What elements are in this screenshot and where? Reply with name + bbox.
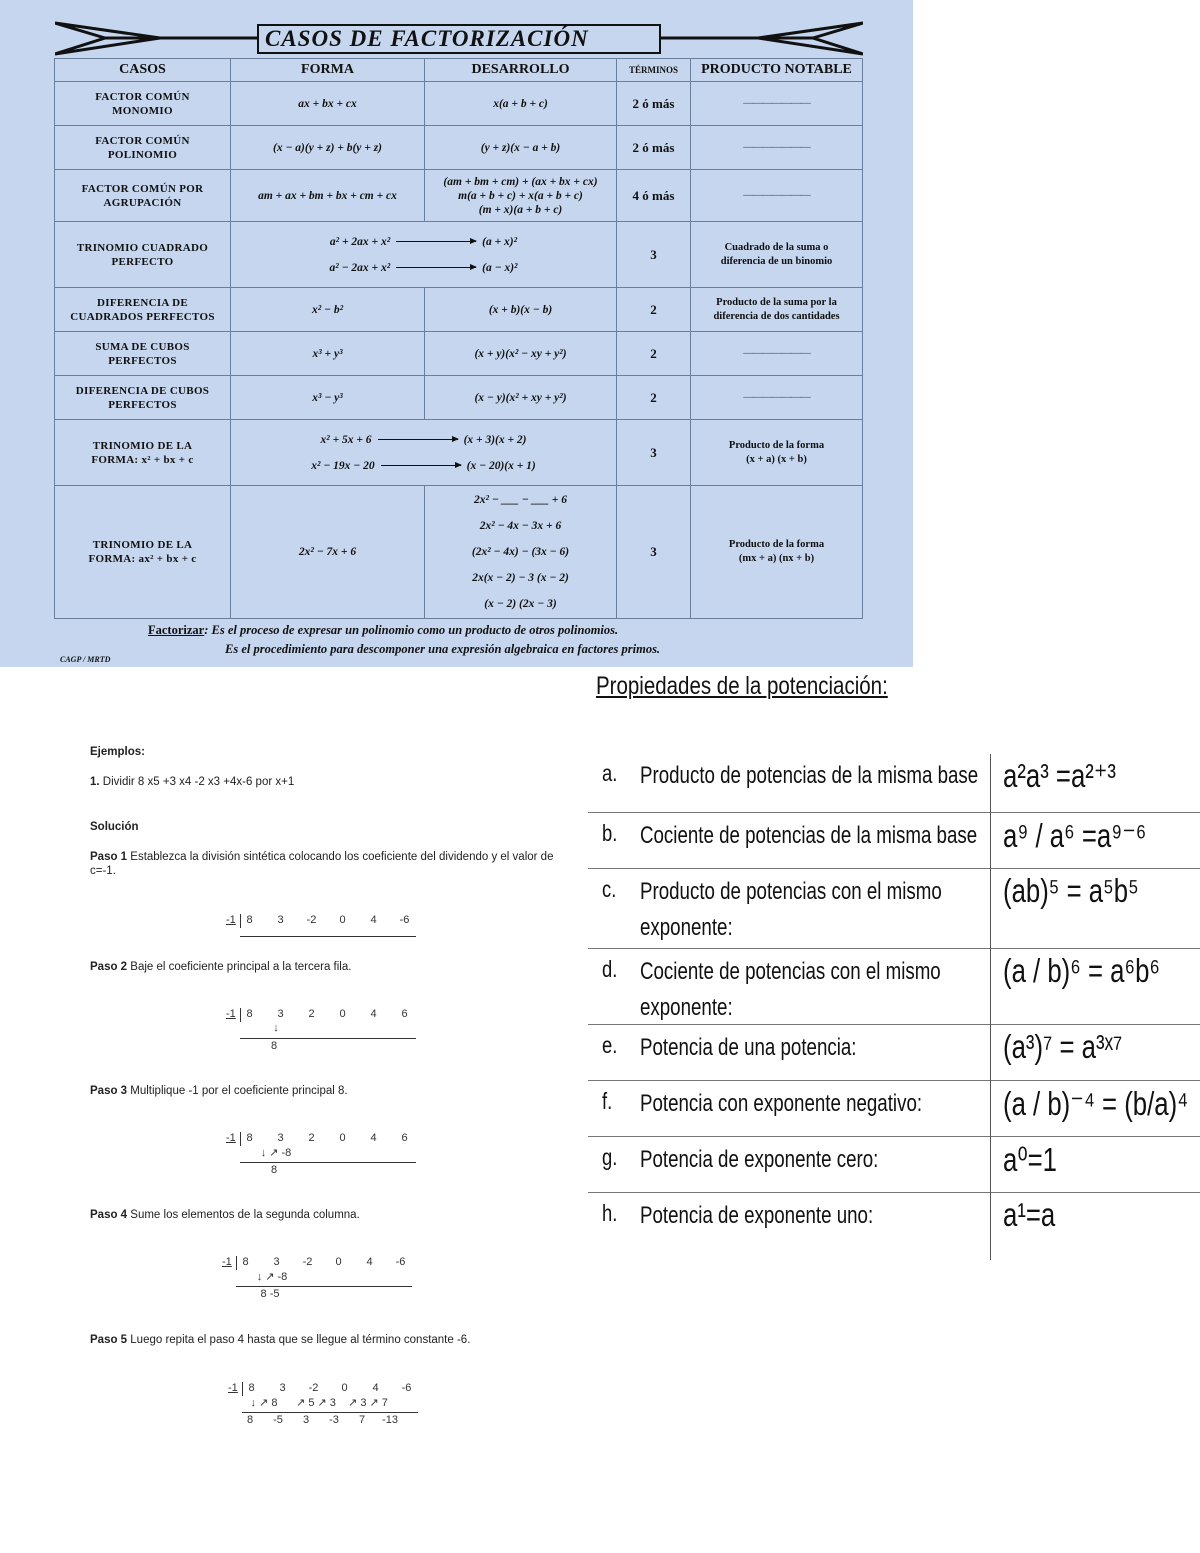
desarrollo-expression: (x + 3)(x + 2) [463, 433, 527, 446]
author-credit: CAGP / MRTD [60, 655, 111, 664]
problem-number: 1. [90, 776, 100, 788]
coefficient: -2 [302, 1256, 313, 1268]
forma-to-desarrollo [234, 229, 613, 255]
forma-cell [231, 376, 425, 420]
property-formula: a⁰=1 [1003, 1141, 1057, 1178]
result-row [236, 1414, 404, 1426]
forma-expression: a² − 2ax + x² [329, 261, 391, 274]
terminos-cell: 2 [617, 376, 691, 420]
caso-cell-line: DIFERENCIA DE CUBOS [75, 384, 210, 397]
forma-cell-line: x³ + y³ [312, 347, 343, 360]
desarrollo-expression: (a + x)² [482, 235, 518, 248]
producto-notable-cell [691, 486, 863, 619]
products-row [238, 1396, 394, 1409]
potenciacion-title: Propiedades de la potenciación: [596, 672, 888, 700]
step-3 [90, 1085, 348, 1097]
property-row [588, 1192, 1200, 1252]
forma-cell [231, 126, 425, 170]
property-description [640, 954, 941, 1026]
sum-line [240, 1038, 416, 1039]
table-row [55, 222, 863, 288]
coefficient: 8 [246, 1132, 253, 1144]
property-description [640, 758, 979, 794]
coefficient: 3 [302, 1414, 310, 1426]
producto-notable-cell [691, 376, 863, 420]
step-text: Baje el coeficiente principal a la tercera fila. [127, 961, 352, 973]
dividend-coefficients-row [236, 1382, 422, 1394]
dividend-coefficients-row [230, 1256, 416, 1268]
property-letter: g. [602, 1144, 618, 1170]
property-letter: c. [602, 876, 617, 902]
desarrollo-cell [425, 82, 617, 126]
producto-notable-cell [691, 332, 863, 376]
forma-desarrollo-cell [231, 420, 617, 486]
property-row [588, 752, 1200, 813]
coefficient: 8 [270, 1164, 278, 1176]
property-letter: e. [602, 1032, 618, 1058]
forma-cell-line: x² − b² [311, 303, 344, 316]
coefficient: 7 [358, 1414, 366, 1426]
desarrollo-cell-line: 2x(x − 2) − 3 (x − 2) [472, 572, 569, 584]
factorization-title: CASOS DE FACTORIZACIÓN [257, 24, 661, 54]
step-text: Establezca la división sintética colocando los coeficiente del dividendo y el valor de c=-1. [90, 851, 554, 877]
desarrollo-cell-line: (x − 2) (2x − 3) [484, 598, 557, 610]
property-description [640, 818, 978, 854]
table-divider [990, 754, 991, 1260]
coefficient: 8 [246, 1414, 254, 1426]
header-terminos: TÉRMINOS [617, 59, 691, 82]
desarrollo-cell-line: (am + bm + cm) + (ax + bx + cx) [443, 175, 598, 188]
caso-cell [55, 486, 231, 619]
factorization-table [54, 58, 863, 619]
coefficient: 3 [277, 914, 284, 926]
producto-notable-cell-line: ——————— [743, 347, 810, 359]
forma-to-desarrollo [234, 255, 613, 281]
property-description [640, 1086, 929, 1122]
property-formula: (ab)⁵ = a⁵b⁵ [1003, 872, 1139, 909]
coefficient: -2 [308, 1382, 319, 1394]
desarrollo-cell-line: m(a + b + c) + x(a + b + c) [458, 189, 583, 202]
dividend-coefficients-row [234, 914, 420, 926]
caso-cell [55, 126, 231, 170]
divisor-value: -1 [226, 1008, 236, 1020]
synthetic-division-table [226, 1132, 426, 1192]
coefficient: 0 [341, 1382, 348, 1394]
property-formula: (a / b)⁻⁴ = (b/a)⁴ [1003, 1085, 1189, 1122]
divisor-value: -1 [226, 914, 236, 926]
producto-notable-cell-line: ——————— [743, 141, 810, 153]
producto-notable-cell-line: Producto de la forma [728, 539, 825, 550]
divisor-value: -1 [226, 1132, 236, 1144]
desarrollo-cell-line: (y + z)(x − a + b) [480, 141, 561, 154]
description-line: Cociente de potencias con el mismo [640, 958, 941, 985]
caso-cell-line: DIFERENCIA DE [97, 296, 188, 309]
step-label: Paso 4 [90, 1209, 128, 1221]
coefficient: 4 [370, 1008, 377, 1020]
factorizar-definition [148, 621, 888, 659]
property-formula: a⁹ / a⁶ =a⁹⁻⁶ [1003, 817, 1147, 854]
step-label: Paso 5 [90, 1334, 128, 1346]
coefficient: -13 [382, 1414, 398, 1426]
desarrollo-cell [425, 170, 617, 222]
property-formula: a²a³ =a²⁺³ [1003, 757, 1117, 794]
producto-notable-cell-line: Cuadrado de la suma o [724, 241, 829, 253]
terminos-cell: 3 [617, 222, 691, 288]
step-label: Paso 2 [90, 961, 128, 973]
coefficient: 3 [277, 1008, 284, 1020]
desarrollo-cell [425, 126, 617, 170]
desarrollo-cell [425, 376, 617, 420]
coefficient: 4 [370, 1132, 377, 1144]
coefficient: ↗ 5 ↗ 3 [296, 1397, 336, 1409]
desarrollo-cell-line: (2x² − 4x) − (3x − 6) [471, 546, 570, 558]
description-line: Cociente de potencias de la misma base [640, 822, 978, 849]
coefficient: 0 [339, 1132, 346, 1144]
caso-cell-line: FACTOR COMÚN [95, 134, 190, 147]
table-row [55, 126, 863, 170]
divisor-value: -1 [228, 1382, 238, 1394]
forma-cell [231, 332, 425, 376]
caso-cell [55, 376, 231, 420]
property-row [588, 1024, 1200, 1081]
producto-notable-cell-line: diferencia de un binomio [720, 255, 833, 267]
examples-heading: Ejemplos: [90, 746, 145, 758]
property-letter: d. [602, 956, 618, 982]
step-1 [90, 850, 555, 878]
desarrollo-cell [425, 486, 617, 619]
coefficient: 8 [246, 914, 253, 926]
step-text: Sume los elementos de la segunda columna. [127, 1209, 360, 1221]
forma-expression: x² − 19x − 20 [311, 459, 375, 472]
caso-cell-line: SUMA DE CUBOS [95, 340, 190, 353]
step-label: Paso 3 [90, 1085, 128, 1097]
desarrollo-cell-line: (x − y)(x² + xy + y²) [474, 391, 567, 404]
coefficient: -2 [306, 914, 317, 926]
forma-to-desarrollo [234, 427, 613, 453]
solution-heading: Solución [90, 821, 139, 833]
producto-notable-cell-line: ——————— [743, 97, 810, 109]
coefficient: 3 [273, 1256, 280, 1268]
description-line: Potencia de exponente cero: [640, 1146, 879, 1173]
desarrollo-cell-line: 2x² − ___ − ___ + 6 [474, 494, 567, 506]
property-description [640, 1198, 929, 1234]
producto-notable-cell-line: Producto de la suma por la [716, 296, 837, 308]
forma-cell-line: (x − a)(y + z) + b(y + z) [272, 141, 382, 154]
coefficient: ↓ ↗ -8 [260, 1147, 292, 1159]
producto-notable-cell-line: (mx + a) (nx + b) [738, 553, 815, 564]
description-line: Producto de potencias de la misma base [640, 762, 979, 789]
caso-cell [55, 82, 231, 126]
sum-line [240, 1162, 416, 1163]
coefficient: -6 [395, 1256, 406, 1268]
coefficient: ↗ 3 ↗ 7 [348, 1397, 388, 1409]
producto-notable-cell [691, 126, 863, 170]
coefficient: 8 [242, 1256, 249, 1268]
caso-cell [55, 288, 231, 332]
coefficient: 8 [246, 1008, 253, 1020]
description-line: Potencia de una potencia: [640, 1034, 857, 1061]
terminos-cell: 2 [617, 332, 691, 376]
result-row [230, 1288, 310, 1300]
table-row [55, 486, 863, 619]
factorization-panel [0, 0, 913, 667]
coefficient: 4 [372, 1382, 379, 1394]
coefficient: -3 [329, 1414, 339, 1426]
result-row [234, 1164, 314, 1176]
producto-notable-cell [691, 82, 863, 126]
coefficient: 2 [308, 1008, 315, 1020]
forma-cell-line: ax + bx + cx [298, 97, 357, 110]
property-formula: a¹=a [1003, 1196, 1056, 1233]
step-4 [90, 1209, 360, 1221]
right-arrow-icon [396, 241, 476, 242]
right-arrow-icon [378, 439, 458, 440]
sum-line [242, 1412, 418, 1413]
caso-cell-line: FACTOR COMÚN [95, 90, 190, 103]
coefficient: -6 [399, 914, 410, 926]
caso-cell [55, 420, 231, 486]
producto-notable-cell-line: Producto de la forma [728, 439, 825, 451]
table-row [55, 82, 863, 126]
description-line: Producto de potencias con el mismo [640, 878, 942, 905]
caso-cell-line: MONOMIO [112, 104, 173, 117]
coefficient: 8 [270, 1040, 278, 1052]
desarrollo-cell-line: (x + b)(x − b) [488, 303, 553, 316]
property-formula: (a³)⁷ = a³ˣ⁷ [1003, 1028, 1123, 1065]
coefficient: -5 [273, 1414, 283, 1426]
synthetic-division-table [222, 1256, 422, 1316]
products-row [236, 1146, 316, 1159]
problem-statement [90, 776, 294, 788]
forma-cell [231, 288, 425, 332]
description-line: exponente: [640, 994, 733, 1021]
caso-cell [55, 332, 231, 376]
forma-cell-line: x³ − y³ [312, 391, 343, 404]
desarrollo-cell [425, 288, 617, 332]
coefficient: 2 [308, 1132, 315, 1144]
caso-cell-line: PERFECTOS [108, 398, 177, 411]
terminos-cell: 4 ó más [617, 170, 691, 222]
forma-cell-line: am + ax + bm + bx + cm + cx [258, 189, 397, 202]
caso-cell-line: FACTOR COMÚN POR [81, 182, 204, 195]
terminos-cell: 3 [617, 420, 691, 486]
coefficient: 4 [370, 914, 377, 926]
producto-notable-cell-line: ——————— [743, 189, 810, 201]
property-row [588, 1136, 1200, 1193]
synthetic-division-table [228, 1382, 428, 1442]
desarrollo-cell-line: 2x² − 4x − 3x + 6 [479, 520, 562, 532]
coefficient: -6 [401, 1382, 412, 1394]
synthetic-division-table [226, 1008, 426, 1068]
coefficient: 6 [401, 1008, 408, 1020]
table-row [55, 376, 863, 420]
property-row [588, 868, 1200, 949]
coefficient: 3 [277, 1132, 284, 1144]
sum-line [236, 1286, 412, 1287]
producto-notable-cell [691, 420, 863, 486]
description-line: Potencia de exponente uno: [640, 1202, 874, 1229]
step-5 [90, 1334, 470, 1346]
header-producto-notable: PRODUCTO NOTABLE [691, 59, 863, 82]
caso-cell-line: PERFECTOS [108, 354, 177, 367]
desarrollo-cell-line: (m + x)(a + b + c) [478, 203, 563, 216]
producto-notable-cell-line: (x + a) (x + b) [746, 453, 807, 465]
producto-notable-cell-line: ——————— [743, 391, 810, 403]
coefficient: 0 [339, 914, 346, 926]
forma-cell [231, 486, 425, 619]
property-row [588, 1080, 1200, 1137]
forma-expression: a² + 2ax + x² [329, 235, 391, 248]
coefficient: ↓ ↗ 8 [250, 1397, 278, 1409]
desarrollo-expression: (a − x)² [482, 261, 518, 274]
right-arrow-icon [396, 267, 476, 268]
result-row [234, 1040, 314, 1052]
producto-notable-cell [691, 288, 863, 332]
desarrollo-cell-line: (x + y)(x² − xy + y²) [474, 347, 567, 360]
table-header-row [55, 59, 863, 82]
table-row [55, 288, 863, 332]
caso-cell-line: TRINOMIO DE LA [92, 539, 193, 551]
problem-text: Dividir 8 x5 +3 x4 -2 x3 +4x-6 por x+1 [99, 776, 295, 788]
caso-cell-line: CUADRADOS PERFECTOS [70, 310, 215, 323]
coefficient: 8 [248, 1382, 255, 1394]
forma-desarrollo-cell [231, 222, 617, 288]
caso-cell-line: AGRUPACIÓN [103, 196, 182, 209]
forma-cell-line: 2x² − 7x + 6 [298, 546, 357, 558]
description-line: exponente: [640, 914, 733, 941]
caso-cell-line: TRINOMIO CUADRADO [76, 241, 209, 254]
step-label: Paso 1 [90, 851, 128, 863]
desarrollo-expression: (x − 20)(x + 1) [466, 459, 536, 472]
coefficient: 0 [335, 1256, 342, 1268]
coefficient: ↓ ↗ -8 [256, 1271, 288, 1283]
table-row [55, 420, 863, 486]
caso-cell-line: FORMA: x² + bx + c [91, 453, 194, 466]
property-letter: b. [602, 820, 618, 846]
table-row [55, 332, 863, 376]
forma-cell [231, 82, 425, 126]
terminos-cell: 2 [617, 288, 691, 332]
property-row [588, 948, 1200, 1025]
products-row [232, 1270, 312, 1283]
forma-expression: x² + 5x + 6 [320, 433, 372, 446]
sum-line [240, 936, 416, 937]
definition-line-1: : Es el proceso de expresar un polinomio como un producto de otros polinomios. [204, 623, 619, 637]
header-desarrollo: DESARROLLO [425, 59, 617, 82]
caso-cell-line: FORMA: ax² + bx + c [88, 553, 197, 565]
forma-cell [231, 170, 425, 222]
desarrollo-cell [425, 332, 617, 376]
header-forma: FORMA [231, 59, 425, 82]
caso-cell-line: PERFECTO [111, 255, 174, 268]
divisor-value: -1 [222, 1256, 232, 1268]
coefficient: 4 [366, 1256, 373, 1268]
property-description [640, 874, 942, 946]
coefficient: 0 [339, 1008, 346, 1020]
coefficient: 8 -5 [260, 1288, 280, 1300]
coefficient: 6 [401, 1132, 408, 1144]
caso-cell [55, 170, 231, 222]
producto-notable-cell-line: diferencia de dos cantidades [713, 310, 840, 322]
property-formula: (a / b)⁶ = a⁶b⁶ [1003, 952, 1160, 989]
coefficient: 3 [279, 1382, 286, 1394]
caso-cell [55, 222, 231, 288]
table-row [55, 170, 863, 222]
synthetic-division-table [226, 914, 426, 974]
products-row [236, 1022, 316, 1034]
forma-to-desarrollo [234, 453, 613, 479]
terminos-cell: 3 [617, 486, 691, 619]
header-casos: CASOS [55, 59, 231, 82]
caso-cell-line: TRINOMIO DE LA [92, 439, 193, 452]
terminos-cell: 2 ó más [617, 82, 691, 126]
desarrollo-cell-line: x(a + b + c) [493, 97, 548, 110]
property-letter: h. [602, 1200, 618, 1226]
definition-label: Factorizar [148, 623, 205, 637]
dividend-coefficients-row [234, 1008, 420, 1020]
description-line: Potencia con exponente negativo: [640, 1090, 923, 1117]
property-letter: a. [602, 760, 618, 786]
property-letter: f. [602, 1088, 613, 1114]
step-text: Multiplique -1 por el coeficiente principal 8. [127, 1085, 348, 1097]
coefficient: ↓ [273, 1022, 279, 1034]
definition-line-2: Es el procedimiento para descomponer una expresión algebraica en factores primos. [225, 642, 661, 656]
producto-notable-cell [691, 222, 863, 288]
property-row [588, 812, 1200, 869]
property-description [640, 1030, 929, 1066]
right-arrow-icon [381, 465, 461, 466]
step-text: Luego repita el paso 4 hasta que se llegue al término constante -6. [127, 1334, 471, 1346]
terminos-cell: 2 ó más [617, 126, 691, 170]
property-description [640, 1142, 929, 1178]
dividend-coefficients-row [234, 1132, 420, 1144]
caso-cell-line: POLINOMIO [107, 148, 178, 161]
producto-notable-cell [691, 170, 863, 222]
